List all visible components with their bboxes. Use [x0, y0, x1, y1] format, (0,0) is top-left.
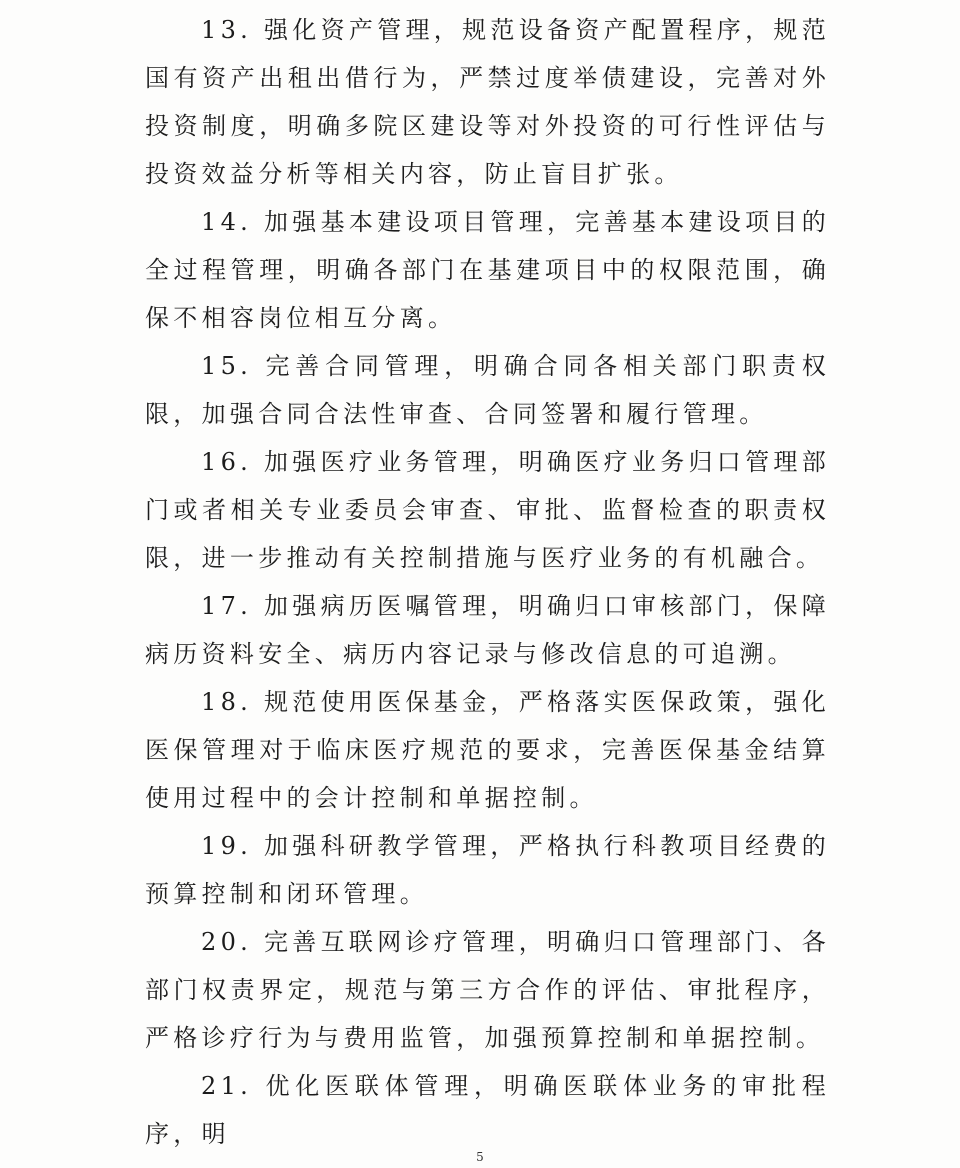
paragraph-item-19: 19. 加强科研教学管理，严格执行科教项目经费的预算控制和闭环管理。: [145, 832, 830, 908]
paragraph-item-16: 16. 加强医疗业务管理，明确医疗业务归口管理部门或者相关专业委员会审查、审批、监督检查的职责权限，进一步推动有关控制措施与医疗业务的有机融合。: [145, 448, 830, 572]
paragraph-item-20: 20. 完善互联网诊疗管理，明确归口管理部门、各部门权责界定，规范与第三方合作的评估、审批程序，严格诊疗行为与费用监管，加强预算控制和单据控制。: [145, 928, 830, 1052]
paragraph-item-14: 14. 加强基本建设项目管理，完善基本建设项目的全过程管理，明确各部门在基建项目中的权限范围，确保不相容岗位相互分离。: [145, 208, 830, 332]
paragraph-item-13: 13. 强化资产管理，规范设备资产配置程序，规范国有资产出租出借行为，严禁过度举债建设，完善对外投资制度，明确多院区建设等对外投资的可行性评估与投资效益分析等相关内容，防止盲目扩张。: [145, 16, 830, 188]
paragraph-item-18: 18. 规范使用医保基金，严格落实医保政策，强化医保管理对于临床医疗规范的要求，完善医保基金结算使用过程中的会计控制和单据控制。: [145, 688, 830, 812]
paragraph-item-15: 15. 完善合同管理，明确合同各相关部门职责权限，加强合同合法性审查、合同签署和履行管理。: [145, 352, 830, 428]
paragraph-item-17: 17. 加强病历医嘱管理，明确归口审核部门，保障病历资料安全、病历内容记录与修改信息的可追溯。: [145, 592, 830, 668]
page-number: 5: [476, 1150, 484, 1164]
paragraph-item-21: 21. 优化医联体管理，明确医联体业务的审批程序，明: [145, 1072, 830, 1148]
document-body: [145, 6, 830, 1158]
